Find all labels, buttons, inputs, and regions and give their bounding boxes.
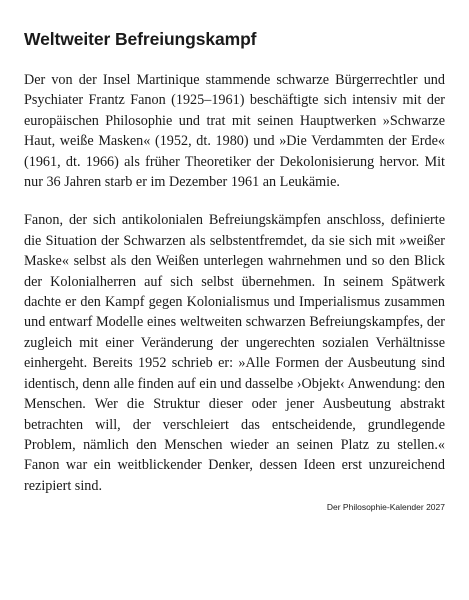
article	[24, 28, 445, 512]
calendar-credit: Der Philosophie-Kalender 2027	[326, 502, 445, 513]
article-paragraph-1: Der von der Insel Martinique stammende schwarze Bürgerrechtler und Psychiater Frantz Fanon (1925–1961) beschäftigte sich intensiv mit der europäischen Philosophie und trat mit seinen Hauptwerken »Schwarze Haut, weiße Masken« (1952, dt. 1980) und »Die Verdammten der Erde« (1961, dt. 1966) als früher Theoretiker der Dekolonisierung hervor. Mit nur 36 Jahren starb er im Dezember 1961 an Leukämie.	[24, 72, 445, 191]
article-paragraph-2: Fanon, der sich antikolonialen Befreiungskämpfen anschloss, definierte die Situation der Schwarzen als selbstentfremdet, da sie sich mit »weißer Maske« selbst als den Weißen unterlegen wahrnehmen und so den Blick der Kolonialherren auf sich selbst übernehmen. In seinem Spätwerk dachte er den Kampf gegen Kolonialismus und Imperialismus zusammen und entwarf Modelle eines weltweiten schwarzen Befreiungskampfes, der zugleich mit einer Veränderung der ungerechten sozialen Verhältnisse einhergeht. Bereits 1952 schrieb er: »Alle Formen der Ausbeutung sind identisch, denn alle finden auf ein und dasselbe ›Objekt‹ Anwendung: den Menschen. Wer die Struktur dieser oder jener Ausbeutung abstrakt betrachten will, der verschleiert das entscheidende, grundlegende Problem, nämlich den Menschen wieder an seinen Platz zu stellen.« Fanon war ein weitblickender Denker, dessen Ideen erst unzureichend rezipiert sind.	[24, 212, 445, 494]
article-title: Weltweiter Befreiungskampf	[24, 29, 257, 49]
